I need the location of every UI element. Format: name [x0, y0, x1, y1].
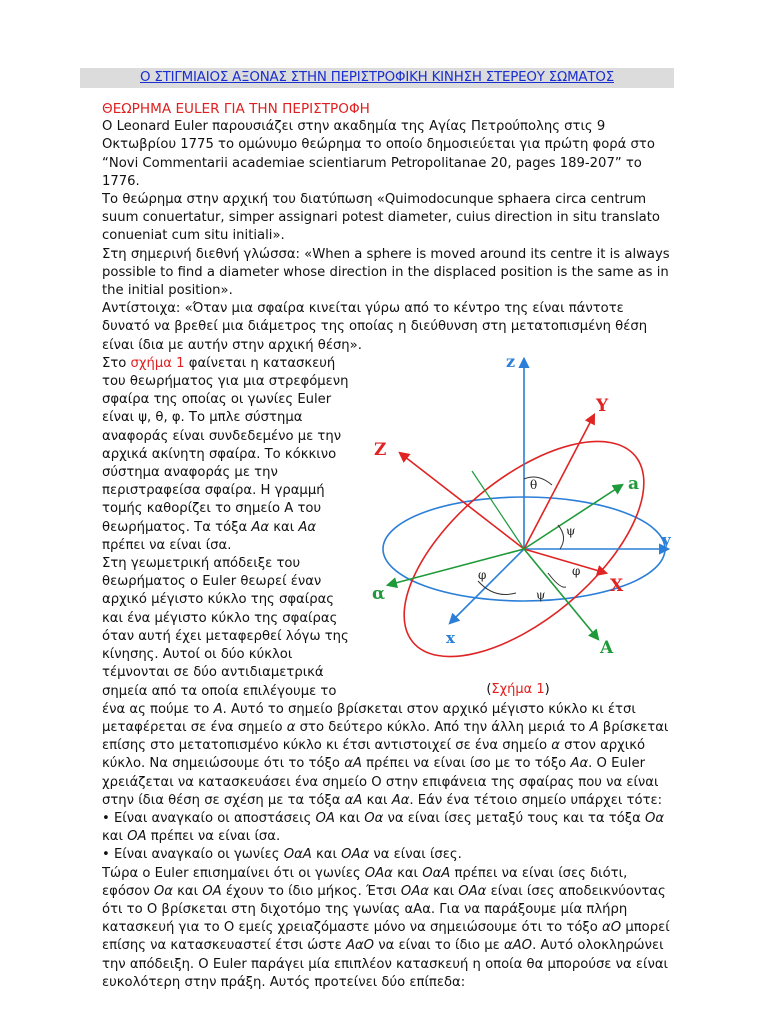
paragraph-proof: Στη γεωμετρική απόδειξε του θεωρήματος ο Euler θεωρεί έναν αρχικό μέγιστο κύκλο της σφαίρας και ένα μέγιστο κύκλο της σφαίρας όταν αυτή έχει μεταφερθεί λόγω της κίνησης. Αυτοί οι δύο κύκλοι τέμνονται σε δύο αντιδιαμετρικά σημεία από τα οποία επιλέγουμε το ένα ας πούμε το Α. Αυτό το σημείο βρίσκεται στον αρχικό μέγιστο κύκλο κι έτσι μεταφέρεται σε ένα σημείο α στο δεύτερο κύκλο. Από την άλλη μεριά το Α βρίσκεται επίσης στο μετατοπισμένο κύκλο κι έτσι αντιστοιχεί σε ένα σημείο α στον αρχικό κύκλο. Να σημειώσουμε ότι το τόξο αΑ πρέπει να είναι ίσο με το τόξο Αα. Ο Euler χρειάζεται να κατασκευάσει ένα σημείο Ο στην επιφάνεια της σφαίρας που να είναι στην ίδια θέση σε σχέση με τα τόξα αΑ και Αα. Εάν ένα τέτοιο σημείο υπάρχει τότε:	[102, 556, 669, 808]
red-circle	[368, 402, 676, 679]
euler-diagram	[360, 353, 676, 679]
label-phi-1: φ	[478, 567, 487, 582]
bullet-distances: • Είναι αναγκαίο οι αποστάσεις ΟΑ και Οα να είναι ίσες μεταξύ τους και τα τόξα Οα και ΟΑ πρέπει να είναι ίσα.	[102, 810, 665, 845]
document-title: Ο ΣΤΙΓΜΙΑΙΟΣ ΑΞΟΝΑΣ ΣΤΗΝ ΠΕΡΙΣΤΡΟΦΙΚΗ ΚΙΝΗΣΗ ΣΤΕΡΕΟΥ ΣΩΜΑΤΟΣ	[80, 68, 674, 88]
label-alpha: α	[372, 583, 386, 604]
arc-theta	[524, 477, 552, 485]
paragraph-latin: Το θεώρημα στην αρχική του διατύπωση «Quimodocunque sphaera circa centrum suum conuertatur, simper assignari potest diameter, cuius direction in situ translato conueniat cum situ initiali».	[102, 192, 660, 244]
label-X: X	[610, 575, 624, 596]
label-psi-1: ψ	[566, 523, 576, 538]
axis-X	[524, 549, 606, 573]
arc-phi2	[548, 573, 566, 587]
arc-psi	[558, 525, 564, 549]
paragraph-conclusion: Τώρα ο Euler επισημαίνει ότι οι γωνίες ΟΑα και ΟαΑ πρέπει να είναι ίσες διότι, εφόσον Οα και ΟΑ έχουν το ίδιο μήκος. Έτσι ΟΑα και ΟΑα είναι ίσες αποδεικνύοντας ότι το Ο βρίσκεται στη διχοτόμο της γωνίας αΑα. Για να παράξουμε μία πλήρη κατασκευή για το Ο εμείς χρειαζόμαστε μόνο να σημειώσουμε ότι το τόξο αΟ μπορεί επίσης να κατασκευαστεί έτσι ώστε ΑαΟ να είναι το ίδιο με αΑΟ. Αυτό ολοκληρώνει την απόδειξη. Ο Euler παράγει μία επιπλέον κατασκευή η οποία θα μπορούσε να είναι ευκολότερη στην πράξη. Αυτός προτείνει δύο επίπεδα:	[102, 865, 670, 990]
label-a: a	[628, 473, 640, 494]
axis-Z	[400, 453, 524, 549]
label-theta: θ	[530, 477, 538, 492]
bullet-angles: • Είναι αναγκαίο οι γωνίες ΟαΑ και ΟΑα να είναι ίσες.	[102, 847, 462, 863]
paragraph-figure-description: Στο σχήμα 1 φαίνεται η κατασκευή του θεωρήματος για μια στρεφόμενη σφαίρα της οποίας οι γωνίες Euler είναι ψ, θ, φ. Το μπλε σύστημα αναφοράς είναι συνδεδεμένο με την αρχικά ακίνητη σφαίρα. Το κόκκινο σύστημα αναφοράς με την περιστραφείσα σφαίρα. Η γραμμή τομής καθορίζει το σημείο Α του θεωρήματος. Τα τόξα Αα και Αα πρέπει να είναι ίσα.	[102, 355, 349, 553]
document-body	[102, 100, 674, 992]
label-psi-2: ψ	[536, 587, 546, 602]
figure-link[interactable]: σχήμα 1	[130, 355, 185, 371]
euler-figure	[360, 353, 676, 695]
label-A: A	[600, 637, 614, 658]
label-Z: Z	[374, 439, 387, 460]
caption-link[interactable]: Σχήμα 1	[491, 681, 545, 697]
paragraph-greek: Αντίστοιχα: «Όταν μια σφαίρα κινείται γύρω από το κέντρο της είναι πάντοτε δυνατό να βρεθεί μια διάμετρος της οποίας η διεύθυνση στη μετατοπισμένη θέση είναι ίδια με αυτήν στην αρχική θέση».	[102, 301, 648, 353]
axis-x	[450, 549, 524, 623]
paragraph-intro: Ο Leonard Euler παρουσιάζει στην ακαδημία της Αγίας Πετρούπολης στις 9 Οκτωβρίου 1775 το ομώνυμο θεώρημα το οποίο δημοσιεύεται για πρώτη φορά στο “Novi Commentarii academiae scientiarum Petropolitanae 20, pages 189-207” το 1776.	[102, 119, 655, 189]
line-alpha	[388, 549, 524, 585]
label-y: y	[662, 530, 671, 549]
paragraph-english: Στη σημερινή διεθνή γλώσσα: «When a sphere is moved around its centre it is always possible to find a diameter whose direction in the displaced position is the same as in the initial position».	[102, 246, 670, 299]
label-Y: Y	[596, 395, 609, 416]
arc-phi	[478, 581, 516, 595]
section-heading: ΘΕΩΡΗΜΑ EULER ΓΙΑ ΤΗΝ ΠΕΡΙΣΤΡΟΦΗ	[102, 101, 370, 117]
label-x: x	[446, 628, 455, 647]
figure-caption: (Σχήμα 1)	[486, 681, 550, 697]
label-z: z	[506, 352, 516, 371]
label-phi-2: φ	[572, 563, 581, 578]
line-node	[472, 471, 524, 549]
line-a	[524, 485, 622, 549]
